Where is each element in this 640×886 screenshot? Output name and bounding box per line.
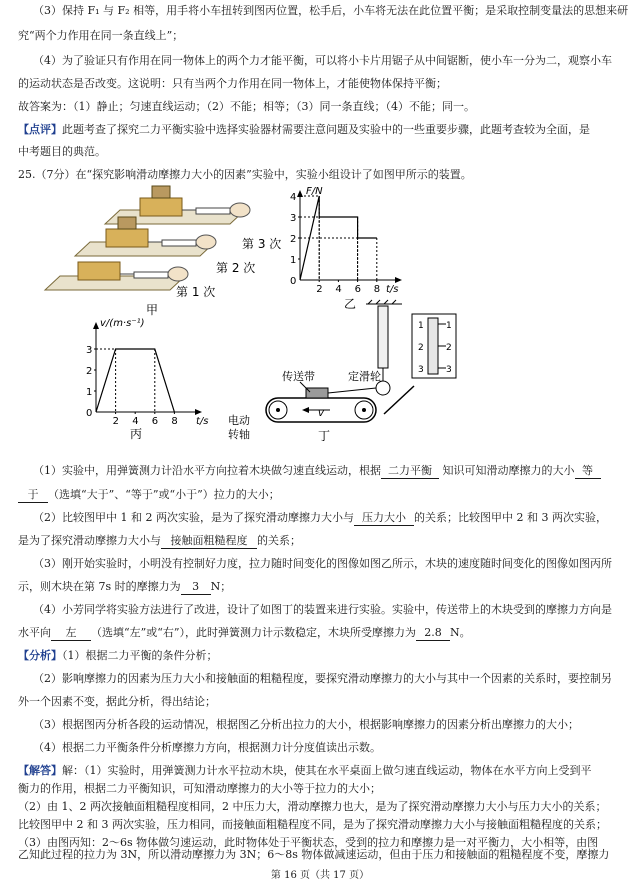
comment-tag: 【点评】 — [18, 123, 62, 136]
a1-blank-1: 二力平衡 — [381, 464, 439, 479]
question-25-title: 25.（7分）在“探究影响滑动摩擦力大小的因素”实验中，实验小组设计了如图甲所示的装置。 — [18, 168, 472, 181]
bing-ylabel: v/(m·s⁻¹) — [100, 318, 145, 329]
yi-ytick-1: 1 — [290, 255, 297, 266]
scale-label-1: 1 — [418, 321, 424, 331]
wooden-block — [306, 388, 328, 398]
a1-blank-2b: 于 — [18, 488, 48, 503]
a3-blank: 3 — [181, 580, 211, 595]
yi-ytick-2: 2 — [290, 234, 297, 245]
figure-ding — [228, 300, 456, 443]
analysis-tag: 【分析】 — [18, 649, 62, 662]
bing-ytick-2: 2 — [86, 366, 93, 377]
a1-mid: 知识可知滑动摩擦力的大小 — [442, 464, 575, 477]
pulley-label: 定滑轮 — [348, 370, 381, 383]
a2-blank-1: 压力大小 — [354, 511, 414, 526]
a2-pre: （2）比较图甲中 1 和 2 两次实验，是为了探究滑动摩擦力大小与 — [33, 511, 354, 524]
yi-xtick-8: 8 — [373, 284, 381, 295]
scale-2 — [162, 240, 196, 246]
hand-2-icon — [196, 235, 216, 249]
bing-x-arrow-icon — [195, 409, 202, 415]
yi-xtick-2: 2 — [316, 284, 323, 295]
analysis-line-2: （2）影响摩擦力的因素为压力大小和接触面的粗糙程度，要探究滑动摩擦力的大小与其中一个因素的关系时，要控制另 — [33, 672, 612, 685]
block-3 — [140, 198, 182, 216]
bing-ytick-1: 1 — [86, 387, 93, 398]
bing-xtick-4: 4 — [132, 416, 139, 427]
a4-post: N。 — [450, 626, 471, 639]
yi-xtick-6: 6 — [354, 284, 361, 295]
yi-ytick-0: 0 — [290, 276, 297, 287]
a3-post: N； — [210, 580, 232, 593]
bing-y-arrow-icon — [93, 322, 99, 329]
solution-line-3: （2）由 1、2 两次接触面粗糙程度相同，2 中压力大，滑动摩擦力也大，是为了探究滑动摩擦力大小与压力大小的关系； — [18, 800, 607, 813]
a2-blank-2: 接触面粗糙程度 — [161, 534, 257, 549]
analysis-text-1: （1）根据二力平衡的条件分析； — [62, 649, 218, 662]
page-footer: 第 16 页（共 17 页） — [270, 870, 370, 881]
answer-4-line-2 — [18, 626, 640, 641]
caption-jia: 甲 — [146, 303, 159, 317]
answer-2-line-1 — [33, 511, 640, 526]
solution-line-6: 乙知此过程的拉力为 3N，所以滑动摩擦力为 3N；6～8s 物体做减速运动，但由于压力和接触面的粗糙程度不变，摩擦力 — [18, 848, 610, 861]
trial-2-label: 第 2 次 — [216, 261, 256, 275]
p3-line-2: 究“两个力作用在同一条直线上”； — [18, 29, 184, 42]
a3-pre: 示，则木块在第 7s 时的摩擦力为 — [18, 580, 181, 593]
fixed-pulley — [376, 381, 390, 395]
a1-blank-2a: 等 — [575, 464, 601, 479]
analysis-line-1 — [18, 649, 640, 663]
a2-l2-pre: 是为了探究滑动摩擦力大小与 — [18, 534, 161, 547]
scale-label-2: 2 — [418, 343, 424, 353]
svg-text:3: 3 — [446, 365, 452, 375]
answer-summary: 故答案为：（1）静止；匀速直线运动；（2）不能；相等；（3）同一条直线；（4）不能；同一。 — [18, 100, 475, 113]
hand-1-icon — [168, 267, 188, 281]
scale-label-3: 3 — [418, 365, 424, 375]
bing-xlabel: t/s — [196, 416, 209, 427]
answer-3-line-1: （3）刚开始实验时，小明没有控制好力度，拉力随时间变化的图像如图乙所示，木块的速度随时间变化的图像如图丙所 — [33, 557, 612, 570]
solution-line-2: 衡力的作用，根据二力平衡知识，可知滑动摩擦力的大小等于拉力的大小； — [18, 782, 381, 795]
a1-post: （选填“大于”、“等于”或“小于”）拉力的大小； — [48, 488, 280, 501]
p3-line-1: （3）保持 F₁ 与 F₂ 相等，用手将小车扭转到图丙位置，松手后，小车将无法在此位置平衡；是采取控制变量法的思想来研 — [33, 4, 629, 17]
answer-2-line-2 — [18, 534, 640, 549]
a1-pre: （1）实验中，用弹簧测力计沿水平方向拉着木块做匀速直线运动，根据 — [33, 464, 381, 477]
yi-ylabel: F/N — [306, 186, 323, 197]
analysis-line-3: 外一个因素不变，据此分析，得出结论； — [18, 695, 216, 708]
answer-1-line-1 — [33, 464, 640, 479]
solution-line-4: 比较图甲中 2 和 3 两次实验，压力相同，而接触面粗糙程度不同，是为了探究滑动摩擦力大小与接触面粗糙程度的关系； — [18, 818, 607, 831]
caption-ding: 丁 — [318, 429, 331, 443]
comment-line-2: 中考题目的典范。 — [18, 145, 106, 158]
solution-line-1 — [18, 764, 640, 778]
p4-line-1: （4）为了验证只有作用在同一物体上的两个力才能平衡，可以将小卡片用锯子从中间锯断，使小车一分为二，观察小车 — [33, 54, 612, 67]
bing-xtick-6: 6 — [151, 416, 159, 427]
hanging-spring-scale — [378, 306, 388, 368]
motor-label-1: 电动 — [228, 414, 250, 427]
a2-l2-post: 的关系； — [257, 534, 301, 547]
analysis-line-4: （3）根据图丙分析各段的运动情况，根据图乙分析出拉力的大小，根据影响摩擦力的因素分析出摩擦力的大小； — [33, 718, 579, 731]
answer-4-line-1: （4）小芳同学将实验方法进行了改进，设计了如图丁的装置来进行实验。实验中，传送带上的木块受到的摩擦力方向是 — [33, 603, 612, 616]
figure-bing — [86, 318, 209, 441]
a4-mid: （选填“左”或“右”），此时弹簧测力计示数稳定，木块所受摩擦力为 — [91, 626, 416, 639]
svg-text:2: 2 — [446, 343, 452, 353]
belt-label: 传送带 — [282, 370, 315, 383]
a2-mid: 的关系；比较图甲中 2 和 3 两次实验， — [413, 511, 607, 524]
weight-3 — [152, 186, 170, 198]
block-1 — [78, 262, 120, 280]
a4-pre: 水平向 — [18, 626, 51, 639]
figures — [0, 184, 640, 460]
analysis-line-5: （4）根据二力平衡条件分析摩擦力方向，根据测力计分度值读出示数。 — [33, 741, 381, 754]
bing-series-line — [96, 349, 174, 412]
solution-text-1: 解：（1）实验时，用弹簧测力计水平拉动木块，使其在水平桌面上做匀速直线运动，物体在水平方向上受到平 — [62, 764, 592, 777]
caption-bing: 丙 — [130, 427, 143, 441]
a4-blank-2: 2.8 — [416, 626, 450, 641]
yi-ytick-3: 3 — [290, 213, 297, 224]
yi-x-arrow-icon — [395, 277, 402, 283]
answer-1-line-2 — [18, 488, 640, 503]
caption-yi: 乙 — [344, 297, 357, 311]
trial-3-label: 第 3 次 — [242, 237, 282, 251]
scale-1 — [134, 272, 168, 278]
solution-tag: 【解答】 — [18, 764, 62, 777]
yi-xtick-4: 4 — [335, 284, 342, 295]
velocity-label: v — [318, 408, 324, 419]
svg-text:1: 1 — [446, 321, 452, 331]
bing-ytick-3: 3 — [86, 345, 93, 356]
comment-line-1 — [18, 123, 640, 137]
block-2 — [106, 229, 148, 247]
comment-text-1: 此题考查了探究二力平衡实验中选择实验器材需要注意问题及实验中的一些重要步骤，此题考查较为全面，是 — [62, 123, 590, 136]
figure-yi — [290, 186, 402, 311]
yi-ytick-4: 4 — [290, 192, 297, 203]
trial-1-label: 第 1 次 — [176, 285, 216, 299]
solution-line-5: （3）由图丙知：2～6s 物体做匀速运动，此时物体处于平衡状态，受到的拉力和摩擦力是一对平衡力，大小相等，由图 — [18, 836, 599, 849]
bing-xtick-2: 2 — [112, 416, 119, 427]
scale-3 — [196, 208, 230, 214]
p4-line-2: 的运动状态是否改变。这说明：只有当两个力作用在同一物体上，才能使物体保持平衡； — [18, 77, 447, 90]
motor-label-2: 转轴 — [228, 428, 250, 441]
yi-xlabel: t/s — [386, 284, 399, 295]
weight-2 — [118, 217, 136, 229]
answer-3-line-2 — [18, 580, 640, 595]
figure-jia — [45, 186, 281, 317]
bing-xtick-8: 8 — [171, 416, 178, 427]
a4-blank-1: 左 — [51, 626, 91, 641]
hand-3-icon — [230, 203, 250, 217]
bing-ytick-0: 0 — [86, 408, 93, 419]
